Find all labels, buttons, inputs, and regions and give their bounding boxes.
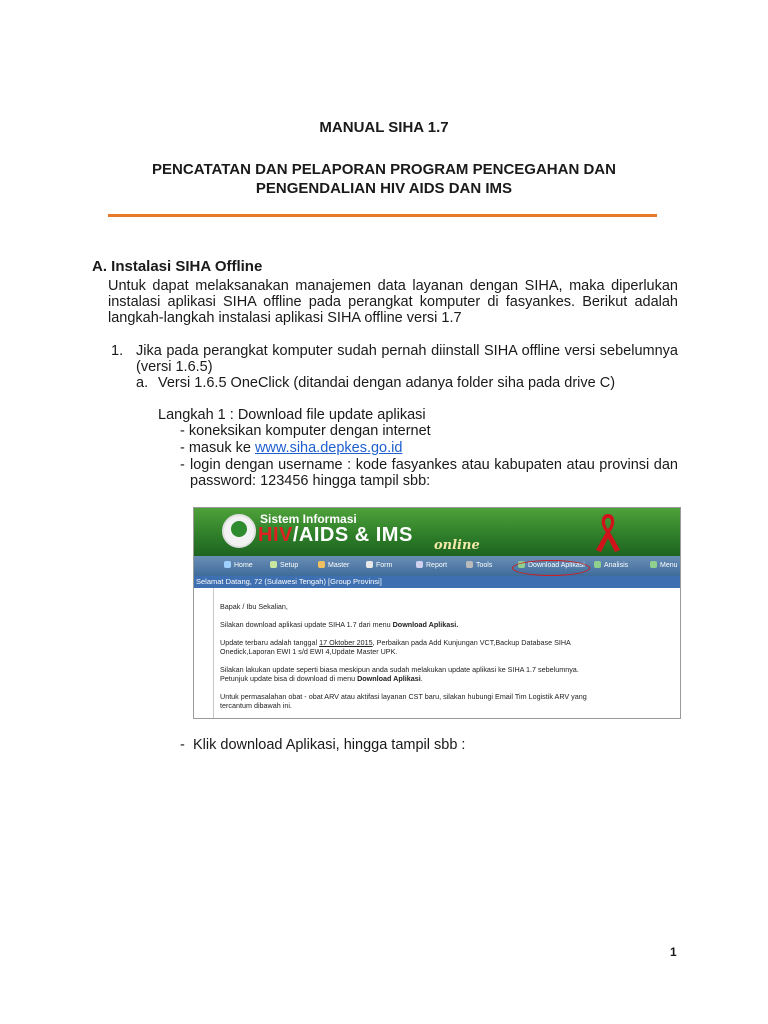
siha-menubar	[194, 556, 680, 576]
page-number: 1	[670, 945, 677, 959]
doc-subtitle-line1: PENCATATAN DAN PELAPORAN PROGRAM PENCEGAHAN DAN	[152, 161, 616, 178]
item1-text	[136, 343, 678, 375]
menu-master[interactable]: Master	[318, 561, 349, 569]
item-a-letter: a.	[136, 375, 149, 391]
item-a-text: Versi 1.6.5 OneClick (ditandai dengan adanya folder siha pada drive C)	[158, 375, 616, 391]
siha-banner	[194, 508, 680, 556]
welcome-bar: Selamat Datang, 72 (Sulawesi Tengah) [Group Provinsi]	[194, 576, 680, 588]
intro-line-2: instalasi aplikasi SIHA offline pada perangkat komputer di fasyankes. Berikut adalah	[108, 294, 678, 310]
step1-bullet-1: - koneksikan komputer dengan internet	[180, 423, 431, 439]
banner-subtitle: Sistem Informasi	[260, 512, 357, 526]
doc-subtitle-line2: PENGENDALIAN HIV AIDS DAN IMS	[255, 180, 513, 197]
step1-bullet-3-dash: -	[180, 457, 185, 473]
menu-tools[interactable]: Tools	[466, 561, 492, 569]
orange-divider	[108, 214, 657, 217]
greeting: Bapak / Ibu Sekalian,	[220, 602, 288, 611]
intro-line-3: langkah-langkah instalasi aplikasi SIHA offline versi 1.7	[108, 310, 462, 326]
section-heading: A. Instalasi SIHA Offline	[92, 258, 263, 275]
intro-line-1: Untuk dapat melaksanakan manajemen data layanan dengan SIHA, maka diperlukan	[108, 278, 678, 294]
siha-web-screenshot	[193, 507, 681, 719]
step1-bullet-2	[180, 440, 402, 456]
banner-online: online	[434, 538, 480, 553]
menu-home[interactable]: Home	[224, 561, 253, 569]
siha-website-link[interactable]: www.siha.depkes.go.id	[254, 440, 403, 456]
item1-line2: (versi 1.6.5)	[136, 359, 213, 375]
announcement-panel	[213, 588, 679, 718]
step1-bullet-3-line1: login dengan username : kode fasyankes atau kabupaten atau provinsi dan	[190, 457, 678, 473]
msg4-line2: tercantum dibawah ini.	[220, 701, 292, 710]
msg3-line1: Silakan lakukan update seperti biasa meskipun anda sudah melakukan update aplikasi ke SIHA 1.7 sebelumnya.	[220, 665, 579, 674]
msg1: Silakan download aplikasi update SIHA 1.7 dari menu Download Aplikasi.	[220, 620, 459, 629]
menu-report[interactable]: Report	[416, 561, 447, 569]
step1-title: Langkah 1 : Download file update aplikasi	[158, 407, 426, 423]
step1-bullet-3-line2: password: 123456 hingga tampil sbb:	[190, 473, 431, 489]
msg4-line1: Untuk permasalahan obat - obat ARV atau aktifasi layanan CST baru, silakan hubungi Email Tim Logistik ARV yang	[220, 692, 587, 701]
intro-paragraph	[108, 278, 678, 326]
menu-menu[interactable]: Menu	[650, 561, 678, 569]
menu-analisis[interactable]: Analisis	[594, 561, 628, 569]
menu-setup[interactable]: Setup	[270, 561, 298, 569]
msg2-line2: Onedick,Laporan EWI 1 s/d EWI 4,Update Master UPK.	[220, 647, 398, 656]
red-ribbon-icon	[588, 510, 628, 554]
item1-line1: Jika pada perangkat komputer sudah pernah diinstall SIHA offline versi sebelumnya	[136, 343, 678, 359]
doc-title: MANUAL SIHA 1.7	[319, 119, 449, 136]
step2-text: Klik download Aplikasi, hingga tampil sbb :	[193, 737, 466, 753]
banner-title: HIV/AIDS & IMS	[258, 524, 413, 546]
menu-form[interactable]: Form	[366, 561, 392, 569]
menu-download-aplikasi[interactable]: Download Aplikasi	[518, 561, 585, 569]
kemenkes-logo-icon	[222, 514, 256, 548]
msg3-line2: Petunjuk update bisa di download di menu Download Aplikasi.	[220, 674, 423, 683]
msg2-line1: Update terbaru adalah tanggal 17 Oktober 2015, Perbaikan pada Add Kunjungan VCT,Backup Database SIHA	[220, 638, 571, 647]
item1-number: 1.	[111, 343, 124, 359]
step2-dash: -	[180, 737, 185, 753]
step1-bullet-2-prefix: - masuk ke	[180, 440, 255, 456]
download-highlight-oval	[512, 560, 590, 576]
